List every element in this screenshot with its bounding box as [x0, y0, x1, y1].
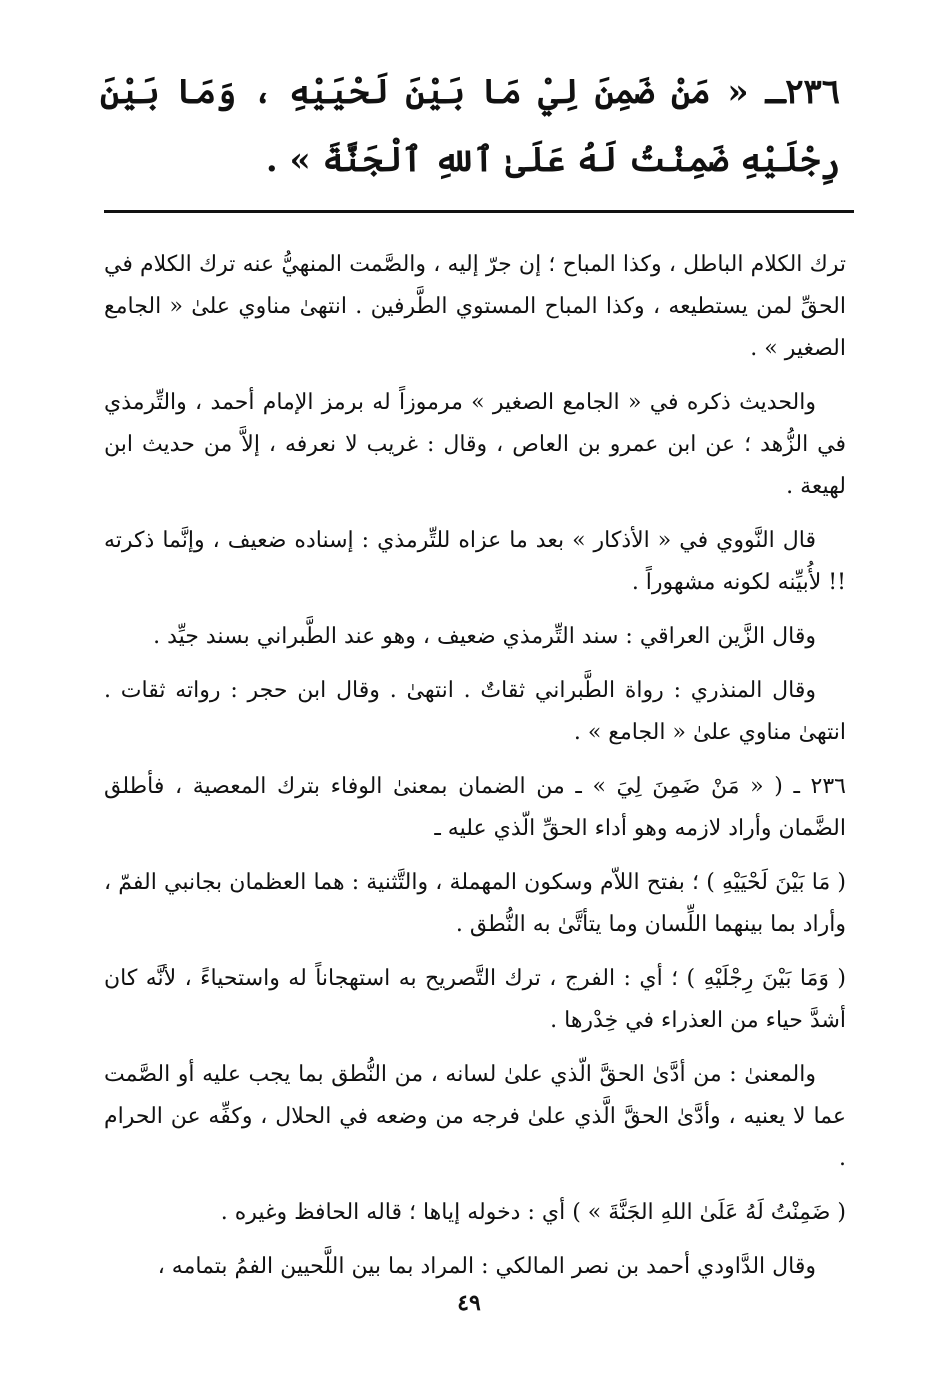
commentary-paragraph: قال النَّووي في « الأذكار » بعد ما عزاه للتِّرمذي : إسناده ضعيف ، وإنَّما ذكرته !! لأُبيِّنه لكونه مشهوراً . [104, 528, 846, 595]
commentary-body [104, 244, 846, 1300]
commentary-paragraph: وقال الدَّاودي أحمد بن نصر المالكي : المراد بما بين اللَّحيين الفمُ بتمامه ، [157, 1254, 816, 1279]
separator-rule [104, 210, 854, 213]
commentary-paragraph: ( مَا بَيْنَ لَحْيَيْهِ ) ؛ بفتح اللاّم وسكون المهملة ، والتَّثنية : هما العظمان بجانبي الفمّ ، وأراد بما بينهما اللِّسان وما يتأتَّىٰ به النُّطق . [104, 870, 846, 937]
page-number: ٤٩ [457, 1290, 481, 1316]
commentary-paragraph: ( ضَمِنْتُ لَهُ عَلَىٰ اللهِ الجَنَّةَ » ) أي : دخوله إياها ؛ قاله الحافظ وغيره . [220, 1200, 846, 1225]
commentary-paragraph: وقال المنذري : رواة الطَّبراني ثقاتٌ . انتهىٰ . وقال ابن حجر : رواته ثقات . انتهىٰ مناوي علىٰ « الجامع » . [104, 678, 846, 745]
commentary-paragraph: والحديث ذكره في « الجامع الصغير » مرموزاً له برمز الإمام أحمد ، والتِّرمذي في الزُّهد ؛ عن ابن عمرو بن العاص ، وقال : غريب لا نعرفه ، إلاَّ من حديث ابن لهيعة . [104, 390, 846, 499]
commentary-paragraph: والمعنىٰ : من أدَّىٰ الحقَّ الّذي علىٰ لسانه ، من النُّطق بما يجب عليه أو الصَّمت عما لا يعنيه ، وأدَّىٰ الحقَّ الَّذي علىٰ فرجه من وضعه في الحلال ، وكفِّه عن الحرام . [104, 1062, 846, 1171]
commentary-paragraph: ترك الكلام الباطل ، وكذا المباح ؛ إن جرّ إليه ، والصَّمت المنهيُّ عنه ترك الكلام في الحقِّ لمن يستطيعه ، وكذا المباح المستوي الطَّرفين . انتهىٰ مناوي علىٰ « الجامع الصغير » . [104, 252, 846, 361]
commentary-paragraph: ( وَمَا بَيْنَ رِجْلَيْهِ ) ؛ أي : الفرج ، ترك التَّصريح به استهجاناً له واستحياءً ، لأنَّه كان أشدَّ حياء من العذراء في خِدْرها . [104, 966, 846, 1033]
commentary-paragraph: وقال الزَّين العراقي : سند التِّرمذي ضعيف ، وهو عند الطَّبراني بسند جيِّد . [153, 624, 816, 649]
commentary-paragraph: ٢٣٦ ـ ( « مَنْ ضَمِنَ لِيَ » ـ من الضمان بمعنىٰ الوفاء بترك المعصية ، فأطلق الضَّمان وأراد لازمه وهو أداء الحقِّ الّذي عليه ـ [104, 774, 846, 841]
hadith-text: ٢٣٦ـ « مَنْ ضَمِنَ لِيْ مَا بَيْنَ لَحْيَيْهِ ، وَمَا بَيْنَ رِجْلَيْهِ ضَمِنْتُ لَهُ عَلَىٰ ٱللهِ ٱلْجَنَّةَ » . [100, 72, 840, 180]
